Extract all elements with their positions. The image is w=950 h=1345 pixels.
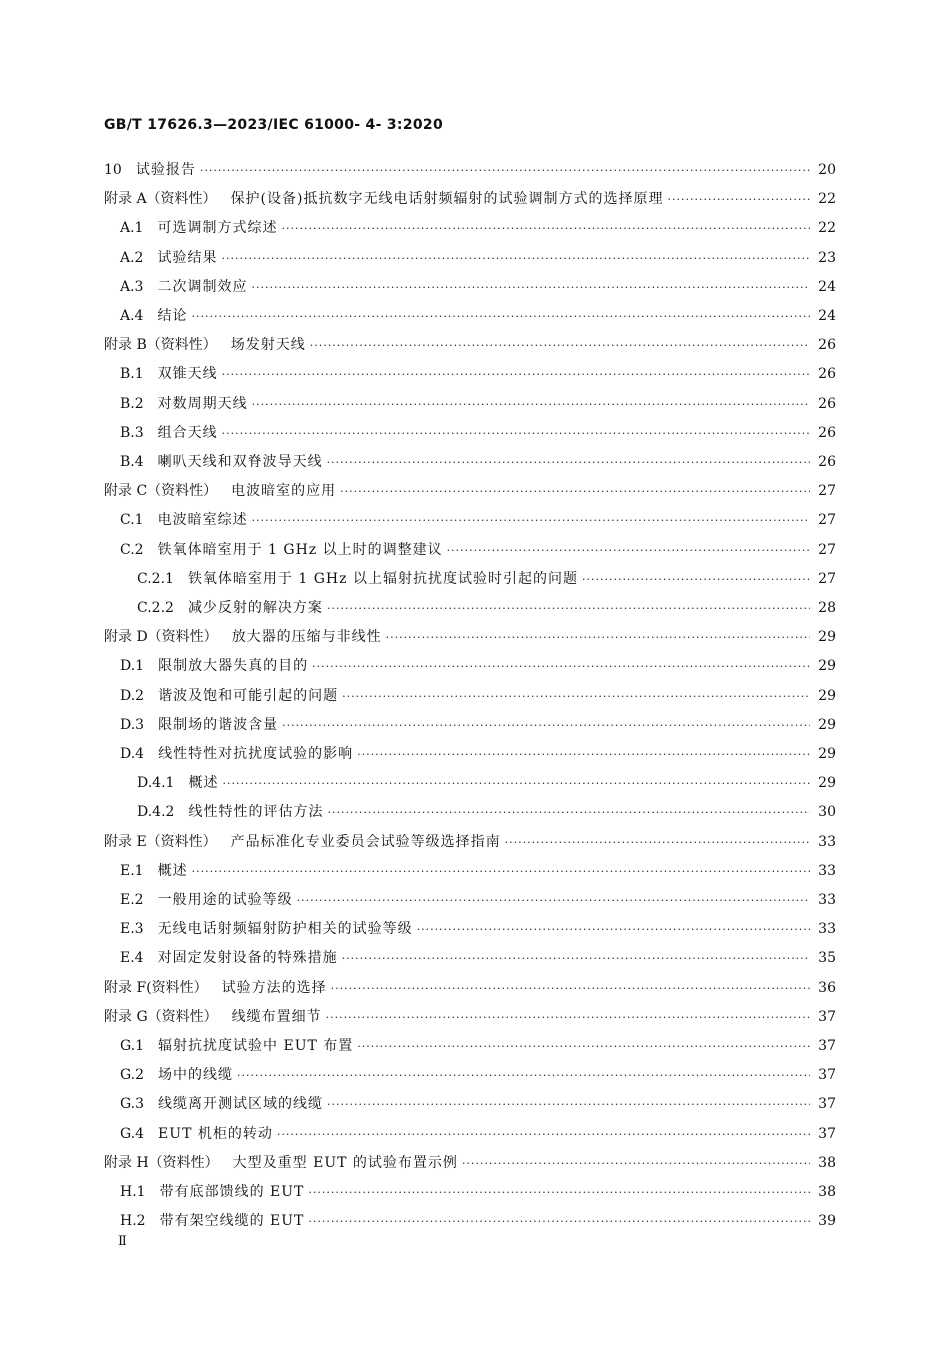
dot-leader xyxy=(252,513,810,529)
toc-entry-title: 无线电话射频辐射防护相关的试验等级 xyxy=(157,921,413,938)
toc-entry-number: C.2.2 xyxy=(137,600,174,616)
toc-entry-page: 39 xyxy=(818,1213,836,1230)
dot-leader xyxy=(357,747,810,763)
toc-entry[interactable] xyxy=(137,768,836,792)
toc-entry-title: 电波暗室综述 xyxy=(157,512,248,529)
toc-entry-page: 29 xyxy=(818,687,836,704)
toc-entry[interactable] xyxy=(120,914,836,938)
dot-leader xyxy=(192,864,810,880)
toc-entry[interactable] xyxy=(120,359,836,383)
dot-leader xyxy=(340,484,810,500)
toc-entry-title: 铁氧体暗室用于 1 GHz 以上辐射抗扰度试验时引起的问题 xyxy=(187,570,578,587)
toc-entry-title: 谐波及饱和可能引起的问题 xyxy=(158,687,339,704)
toc-entry[interactable] xyxy=(137,797,836,821)
toc-entry-page: 23 xyxy=(818,249,836,266)
toc-entry-number: 附录 G（资料性） xyxy=(104,1008,218,1025)
toc-entry-page: 28 xyxy=(818,600,836,616)
dot-leader xyxy=(417,922,810,938)
toc-entry-number: D.1 xyxy=(120,658,145,675)
toc-entry[interactable] xyxy=(120,856,836,880)
toc-entry-number: A.1 xyxy=(120,220,144,237)
toc-entry-page: 35 xyxy=(818,950,836,967)
toc-entry-number: 10 xyxy=(104,162,122,178)
toc-entry-number: B.3 xyxy=(120,424,144,441)
toc-entry-title: 线性特性的评估方法 xyxy=(188,804,324,821)
toc-entry-page: 29 xyxy=(818,716,836,733)
toc-entry[interactable] xyxy=(104,1002,836,1026)
toc-entry-page: 26 xyxy=(818,366,836,383)
dot-leader xyxy=(582,572,810,588)
dot-leader xyxy=(222,367,810,383)
toc-entry-number: D.2 xyxy=(120,687,145,704)
toc-entry-title: 概述 xyxy=(157,862,188,879)
dot-leader xyxy=(281,221,810,237)
dot-leader xyxy=(312,659,810,675)
dot-leader xyxy=(342,951,810,967)
toc-entry-title: 对数周期天线 xyxy=(157,395,248,412)
toc-entry[interactable] xyxy=(120,447,836,471)
dot-leader xyxy=(191,309,810,325)
toc-entry-title: 限制场的谐波含量 xyxy=(158,716,279,733)
toc-entry-page: 33 xyxy=(818,833,836,850)
toc-entry[interactable] xyxy=(120,243,836,267)
toc-entry-title: 线缆离开测试区域的线缆 xyxy=(158,1096,324,1113)
toc-entry-title: 对固定发射设备的特殊措施 xyxy=(157,950,338,967)
dot-leader xyxy=(277,1127,810,1143)
toc-entry-number: A.2 xyxy=(120,249,144,266)
toc-entry[interactable] xyxy=(120,418,836,442)
dot-leader xyxy=(342,689,810,705)
toc-entry-page: 29 xyxy=(818,746,836,762)
dot-leader xyxy=(327,601,810,617)
toc-entry-page: 37 xyxy=(818,1125,836,1142)
toc-entry-title: 场发射天线 xyxy=(230,337,306,354)
toc-entry[interactable] xyxy=(120,739,836,763)
toc-entry-title: 喇叭天线和双脊波导天线 xyxy=(157,454,323,470)
toc-entry[interactable] xyxy=(120,651,836,675)
toc-entry-number: E.2 xyxy=(120,892,144,908)
toc-entry-number: G.2 xyxy=(120,1067,145,1084)
dot-leader xyxy=(357,1039,810,1055)
toc-entry-number: H.2 xyxy=(120,1213,146,1230)
toc-entry-title: 线缆布置细节 xyxy=(231,1008,322,1025)
toc-entry[interactable] xyxy=(104,827,836,851)
toc-entry-number: 附录 E（资料性） xyxy=(104,833,217,850)
toc-entry-page: 38 xyxy=(818,1154,836,1171)
toc-entry[interactable] xyxy=(120,885,836,909)
toc-entry-title: 结论 xyxy=(157,308,188,324)
dot-leader xyxy=(327,1097,810,1113)
toc-entry-number: E.1 xyxy=(120,862,144,879)
toc-entry-title: 组合天线 xyxy=(157,424,218,441)
toc-entry-number: 附录 B（资料性） xyxy=(104,337,217,354)
toc-entry-number: E.3 xyxy=(120,921,144,938)
toc-entry-page: 22 xyxy=(818,220,836,237)
toc-entry[interactable] xyxy=(104,330,836,354)
toc-entry-title: 试验结果 xyxy=(157,249,218,266)
dot-leader xyxy=(222,426,810,442)
toc-entry-number: A.4 xyxy=(120,308,144,324)
toc-entry-number: B.2 xyxy=(120,395,144,412)
page-number: Ⅱ xyxy=(118,1234,127,1249)
toc-entry-title: 一般用途的试验等级 xyxy=(157,892,293,908)
toc-entry-title: 限制放大器失真的目的 xyxy=(158,658,309,675)
toc-entry-number: G.1 xyxy=(120,1038,145,1054)
toc-entry-page: 27 xyxy=(818,483,836,500)
toc-entry-number: 附录 H（资料性） xyxy=(104,1154,219,1171)
toc-entry-number: D.4 xyxy=(120,746,145,762)
toc-entry[interactable] xyxy=(120,1089,836,1113)
toc-entry-title: 带有架空线缆的 EUT xyxy=(159,1213,305,1230)
toc-entry-page: 29 xyxy=(818,775,836,792)
toc-entry[interactable] xyxy=(120,1031,836,1055)
dot-leader xyxy=(327,455,810,471)
document-header: GB/T 17626.3—2023/IEC 61000- 4- 3:2020 xyxy=(104,117,443,133)
dot-leader xyxy=(386,630,810,646)
dot-leader xyxy=(668,192,811,208)
toc-entry[interactable] xyxy=(137,564,836,588)
toc-entry-title: 产品标准化专业委员会试验等级选择指南 xyxy=(230,833,501,850)
toc-entry[interactable] xyxy=(104,476,836,500)
toc-entry-page: 27 xyxy=(818,512,836,529)
toc-entry-page: 24 xyxy=(818,308,836,324)
toc-entry-page: 29 xyxy=(818,629,836,646)
dot-leader xyxy=(327,805,810,821)
toc-entry-page: 33 xyxy=(818,921,836,938)
toc-entry-page: 20 xyxy=(818,162,836,178)
toc-entry-number: 附录 D（资料性） xyxy=(104,629,218,646)
dot-leader xyxy=(200,163,810,179)
toc-entry-page: 29 xyxy=(818,658,836,675)
toc-entry-number: D.4.2 xyxy=(137,804,175,821)
toc-entry-title: 双锥天线 xyxy=(157,366,218,383)
toc-entry-page: 26 xyxy=(818,454,836,470)
toc-entry-number: G.4 xyxy=(120,1125,145,1142)
dot-leader xyxy=(297,893,810,909)
dot-leader xyxy=(326,1010,810,1026)
dot-leader xyxy=(237,1068,810,1084)
toc-entry-page: 22 xyxy=(818,191,836,208)
toc-entry-title: 放大器的压缩与非线性 xyxy=(231,629,382,646)
toc-entry[interactable] xyxy=(120,1177,836,1201)
toc-entry-page: 33 xyxy=(818,892,836,908)
toc-entry-page: 26 xyxy=(818,337,836,354)
toc-entry[interactable] xyxy=(120,535,836,559)
toc-entry-title: 减少反射的解决方案 xyxy=(187,600,323,616)
toc-entry[interactable] xyxy=(120,1060,836,1084)
toc-entry-number: G.3 xyxy=(120,1096,145,1113)
dot-leader xyxy=(221,251,810,267)
dot-leader xyxy=(282,718,810,734)
toc-entry-title: 大型及重型 EUT 的试验布置示例 xyxy=(232,1154,458,1171)
toc-entry-page: 37 xyxy=(818,1008,836,1025)
toc-entry[interactable] xyxy=(104,1148,836,1172)
toc-entry[interactable] xyxy=(120,1119,836,1143)
toc-entry-page: 38 xyxy=(818,1184,836,1200)
toc-entry-title: 带有底部馈线的 EUT xyxy=(159,1184,305,1200)
toc-entry-page: 30 xyxy=(818,804,836,821)
toc-entry-title: 保护(设备)抵抗数字无线电话射频辐射的试验调制方式的选择原理 xyxy=(230,191,664,208)
toc-entry-page: 27 xyxy=(818,570,836,587)
toc-entry-title: 线性特性对抗扰度试验的影响 xyxy=(158,746,354,762)
toc-entry-number: B.4 xyxy=(120,454,144,470)
dot-leader xyxy=(222,776,810,792)
dot-leader xyxy=(251,280,810,296)
toc-entry[interactable] xyxy=(120,681,836,705)
toc-entry-number: A.3 xyxy=(120,278,144,295)
dot-leader xyxy=(308,1185,810,1201)
toc-entry[interactable] xyxy=(120,505,836,529)
dot-leader xyxy=(331,981,810,997)
toc-entry-page: 24 xyxy=(818,278,836,295)
toc-entry-number: 附录 A（资料性） xyxy=(104,191,217,208)
dot-leader xyxy=(308,1214,810,1230)
dot-leader xyxy=(462,1156,810,1172)
toc-entry-title: 辐射抗扰度试验中 EUT 布置 xyxy=(158,1038,354,1054)
toc-entry-page: 36 xyxy=(818,979,836,996)
toc-entry-title: 可选调制方式综述 xyxy=(157,220,278,237)
toc-entry[interactable] xyxy=(120,710,836,734)
toc-entry-number: 附录 F(资料性） xyxy=(104,979,208,996)
toc-entry-title: 概述 xyxy=(188,775,219,792)
toc-entry-number: C.2.1 xyxy=(137,570,174,587)
toc-entry[interactable] xyxy=(104,155,836,179)
toc-entry-page: 26 xyxy=(818,424,836,441)
toc-entry[interactable] xyxy=(120,272,836,296)
toc-entry[interactable] xyxy=(120,943,836,967)
toc-entry-number: C.1 xyxy=(120,512,144,529)
toc-entry-number: D.4.1 xyxy=(137,775,175,792)
toc-entry-number: B.1 xyxy=(120,366,144,383)
toc-entry-page: 37 xyxy=(818,1038,836,1054)
toc-entry-page: 27 xyxy=(818,541,836,558)
dot-leader xyxy=(447,543,810,559)
toc-entry-page: 37 xyxy=(818,1067,836,1084)
dot-leader xyxy=(252,397,810,413)
toc-entry[interactable] xyxy=(120,213,836,237)
dot-leader xyxy=(505,835,810,851)
toc-entry-page: 26 xyxy=(818,395,836,412)
toc-entry[interactable] xyxy=(104,622,836,646)
toc-entry-number: E.4 xyxy=(120,950,144,967)
toc-entry-number: C.2 xyxy=(120,541,144,558)
toc-entry[interactable] xyxy=(120,301,836,325)
toc-entry-title: 铁氧体暗室用于 1 GHz 以上时的调整建议 xyxy=(157,541,443,558)
toc-entry-title: EUT 机柜的转动 xyxy=(158,1125,273,1142)
toc-entry[interactable] xyxy=(104,184,836,208)
toc-entry-title: 二次调制效应 xyxy=(157,278,248,295)
toc-entry[interactable] xyxy=(120,1206,836,1230)
toc-entry-title: 电波暗室的应用 xyxy=(231,483,337,500)
toc-entry-page: 33 xyxy=(818,862,836,879)
toc-entry[interactable] xyxy=(120,389,836,413)
toc-entry-number: D.3 xyxy=(120,716,145,733)
toc-entry-title: 场中的线缆 xyxy=(158,1067,234,1084)
toc-entry-title: 试验方法的选择 xyxy=(221,979,327,996)
toc-entry-title: 试验报告 xyxy=(135,162,196,178)
toc-entry[interactable] xyxy=(137,593,836,617)
toc-entry-number: 附录 C（资料性） xyxy=(104,483,218,500)
dot-leader xyxy=(310,338,810,354)
toc-entry-page: 37 xyxy=(818,1096,836,1113)
toc-entry-number: H.1 xyxy=(120,1184,146,1200)
toc-entry[interactable] xyxy=(104,973,836,997)
